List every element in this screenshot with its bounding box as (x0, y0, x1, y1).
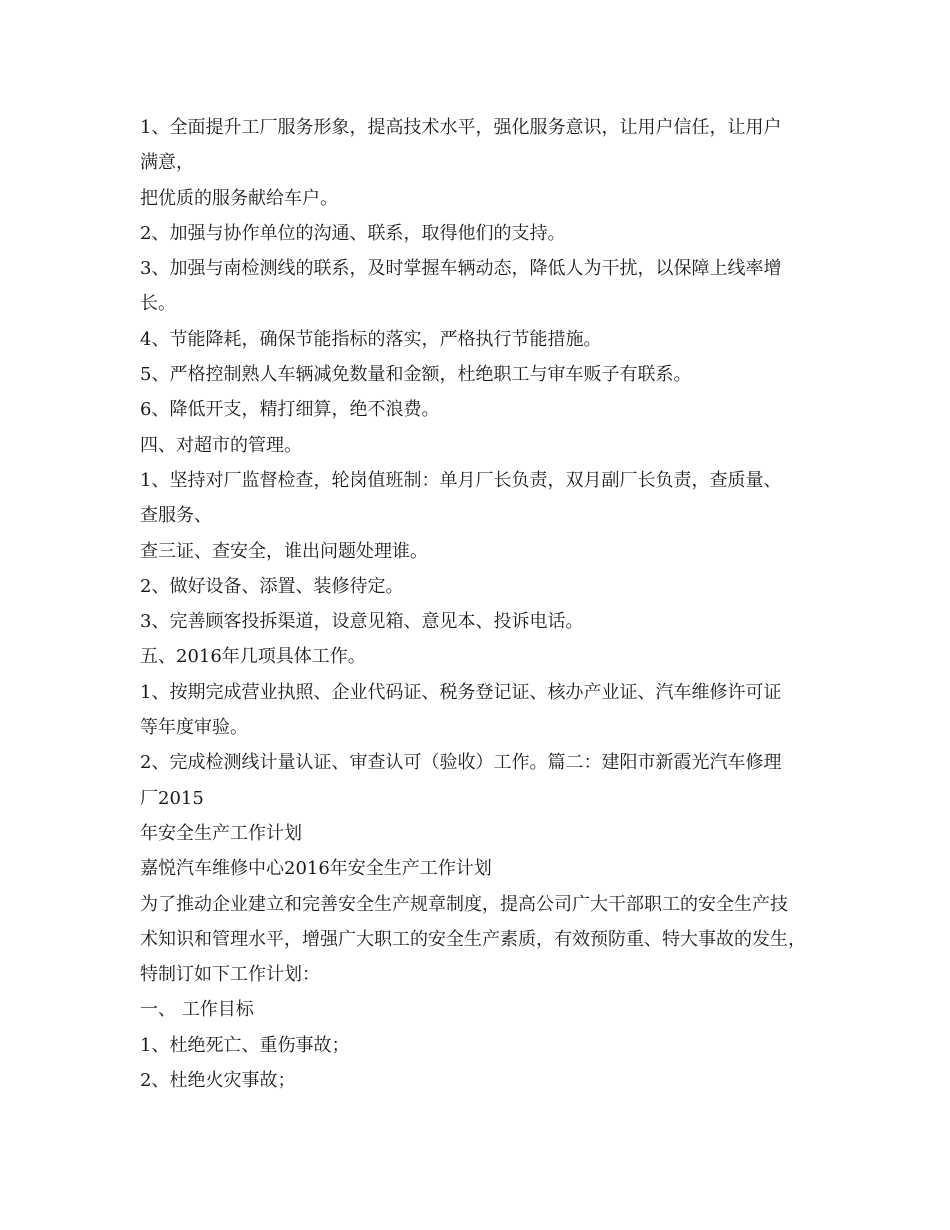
text-line: 年安全生产工作计划 (140, 822, 302, 844)
text-line: 3、完善顾客投拆渠道，设意见箱、意见本、投诉电话。 (140, 611, 584, 633)
text-line: 查服务、 (140, 505, 212, 527)
text-line: 把优质的服务献给车户。 (140, 187, 338, 209)
text-line: 5、严格控制熟人车辆减免数量和金额，杜绝职工与审车贩子有联系。 (140, 364, 692, 386)
text-line: 2、完成检测线计量认证、审查认可（验收）工作。篇二：建阳市新霞光汽车修理 (140, 752, 782, 774)
text-line: 厂2015 (140, 787, 204, 809)
text-line: 3、加强与南检测线的联系，及时掌握车辆动态，降低人为干扰，以保障上线率增 (140, 258, 782, 280)
text-line: 2、杜绝火灾事故； (140, 1070, 296, 1092)
section-heading: 五、2016年几项具体工作。 (140, 646, 366, 668)
text-line: 1、按期完成营业执照、企业代码证、税务登记证、核办产业证、汽车维修许可证 (140, 681, 782, 703)
text-line: 4、节能降耗，确保节能指标的落实，严格执行节能措施。 (140, 328, 602, 350)
text-line: 术知识和管理水平，增强广大职工的安全生产素质，有效预防重、特大事故的发生， (140, 928, 806, 950)
text-line: 特制订如下工作计划： (140, 964, 320, 986)
text-line: 1、坚持对厂监督检查，轮岗值班制：单月厂长负责，双月副厂长负责，查质量、 (140, 469, 782, 491)
document-title: 嘉悦汽车维修中心2016年安全生产工作计划 (140, 858, 492, 880)
text-line: 2、加强与协作单位的沟通、联系，取得他们的支持。 (140, 222, 566, 244)
text-line: 满意， (140, 152, 194, 174)
section-heading: 一、 工作目标 (140, 999, 254, 1021)
text-line: 长。 (140, 293, 176, 315)
text-line: 为了推动企业建立和完善安全生产规章制度，提高公司广大干部职工的安全生产技 (140, 893, 788, 915)
text-line: 2、做好设备、添置、装修待定。 (140, 575, 404, 597)
text-line: 6、降低开支，精打细算，绝不浪费。 (140, 399, 440, 421)
text-line: 查三证、查安全，谁出问题处理谁。 (140, 540, 428, 562)
text-line: 等年度审验。 (140, 717, 248, 739)
document-body (140, 116, 840, 1104)
text-line: 1、全面提升工厂服务形象，提高技术水平，强化服务意识，让用户信任，让用户 (140, 117, 782, 138)
section-heading: 四、对超市的管理。 (140, 434, 302, 456)
text-line: 1、杜绝死亡、重伤事故； (140, 1034, 350, 1056)
